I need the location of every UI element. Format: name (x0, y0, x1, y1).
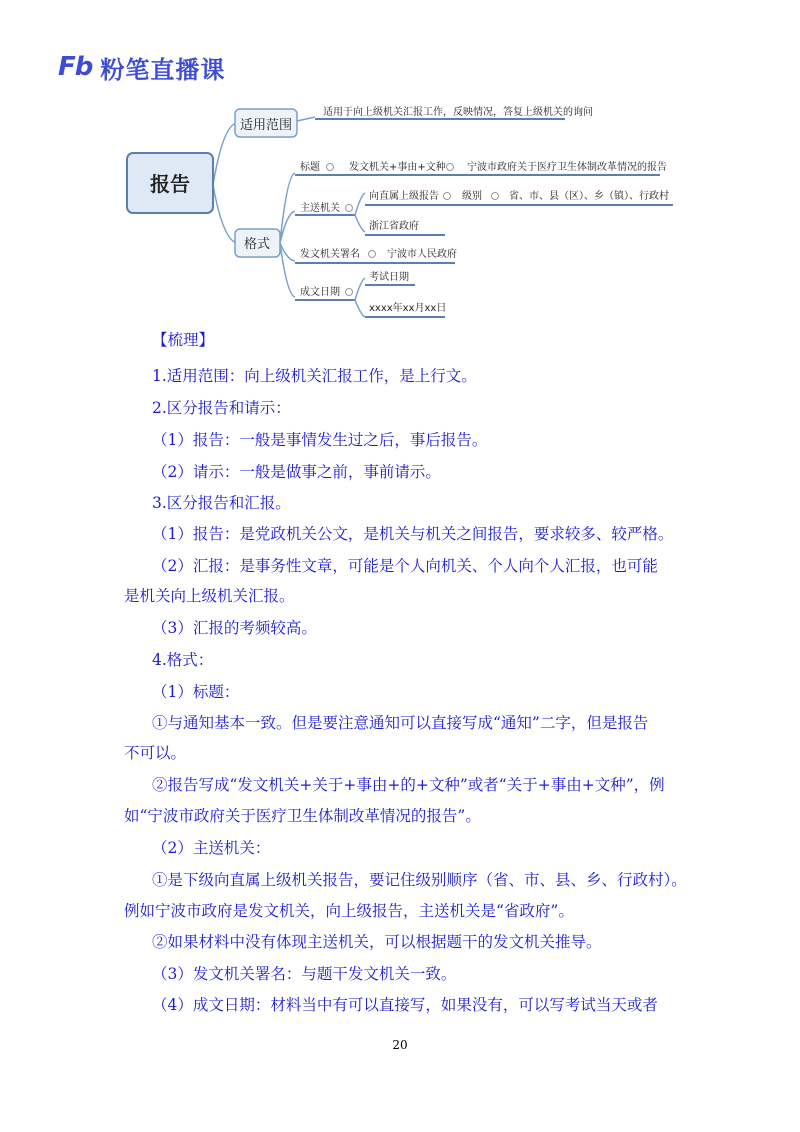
text-line: （1）报告：是党政机关公文，是机关与机关之间报告，要求较多、较严格。 (152, 525, 674, 543)
text-line: 2.区分报告和请示： (152, 399, 291, 417)
title-example: 宁波市政府关于医疗卫生体制改革情况的报告 (467, 162, 667, 173)
text-line: 4.格式： (152, 651, 214, 669)
recipient-1: 向直属上级报告 (369, 191, 439, 202)
root-label: 报告 (150, 172, 190, 196)
text-line: 如“宁波市政府关于医疗卫生体制改革情况的报告”。 (124, 807, 481, 825)
text-line: （2）主送机关： (152, 839, 271, 857)
date-label: 成文日期 (300, 287, 340, 298)
title-label: 标题 (300, 162, 320, 173)
level-text: 省、市、县（区）、乡（镇）、行政村 (509, 191, 669, 202)
text-line: 不可以。 (124, 744, 187, 762)
text-line: 是机关向上级机关汇报。 (124, 587, 295, 605)
text-line: （1）标题： (152, 683, 240, 701)
format-label: 格式 (243, 237, 271, 252)
level-label: 级别 (462, 191, 482, 202)
logo-text: 粉笔直播课 (100, 55, 226, 84)
text-line: ①是下级向直属上级机关报告，要记住级别顺序（省、市、县、乡、行政村）。 (152, 871, 687, 889)
page-number: 20 (392, 1038, 408, 1052)
date-2: xxxx年xx月xx日 (369, 303, 447, 314)
section-heading: 【梳理】 (152, 331, 215, 349)
text-line: ②报告写成“发文机关+关于+事由+的+文种”或者“关于+事由+文种”，例 (152, 776, 665, 794)
text-line: ②如果材料中没有体现主送机关，可以根据题干的发文机关推导。 (152, 933, 602, 951)
text-line: ①与通知基本一致。但是要注意通知可以直接写成“通知”二字，但是报告 (152, 714, 649, 732)
text-line: （3）发文机关署名：与题干发文机关一致。 (152, 965, 457, 983)
logo-mark: Fb (58, 52, 93, 82)
recipient-label: 主送机关 (300, 203, 340, 214)
text-line: （3）汇报的考频较高。 (152, 619, 317, 637)
date-1: 考试日期 (369, 272, 409, 283)
scope-text: 适用于向上级机关汇报工作，反映情况，答复上级机关的询问 (323, 107, 593, 118)
sender-text: 宁波市人民政府 (387, 249, 457, 260)
report-mindmap (125, 95, 685, 325)
brand-logo (58, 50, 225, 84)
text-line: （4）成文日期：材料当中有可以直接写，如果没有，可以写考试当天或者 (152, 996, 658, 1014)
recipient-2: 浙江省政府 (369, 221, 419, 232)
text-line: 1.适用范围：向上级机关汇报工作，是上行文。 (152, 367, 477, 385)
title-parts: 发文机关+事由+文种 (349, 162, 446, 173)
text-line: （1）报告：一般是事情发生过之后，事后报告。 (152, 431, 488, 449)
sender-label: 发文机关署名 (300, 249, 360, 260)
text-line: （2）汇报：是事务性文章，可能是个人向机关、个人向个人汇报，也可能 (152, 557, 658, 575)
scope-label: 适用范围 (239, 118, 293, 133)
text-line: 例如宁波市政府是发文机关，向上级报告，主送机关是“省政府”。 (124, 902, 574, 920)
text-line: （2）请示：一般是做事之前，事前请示。 (152, 463, 441, 481)
text-line: 3.区分报告和汇报。 (152, 494, 291, 512)
